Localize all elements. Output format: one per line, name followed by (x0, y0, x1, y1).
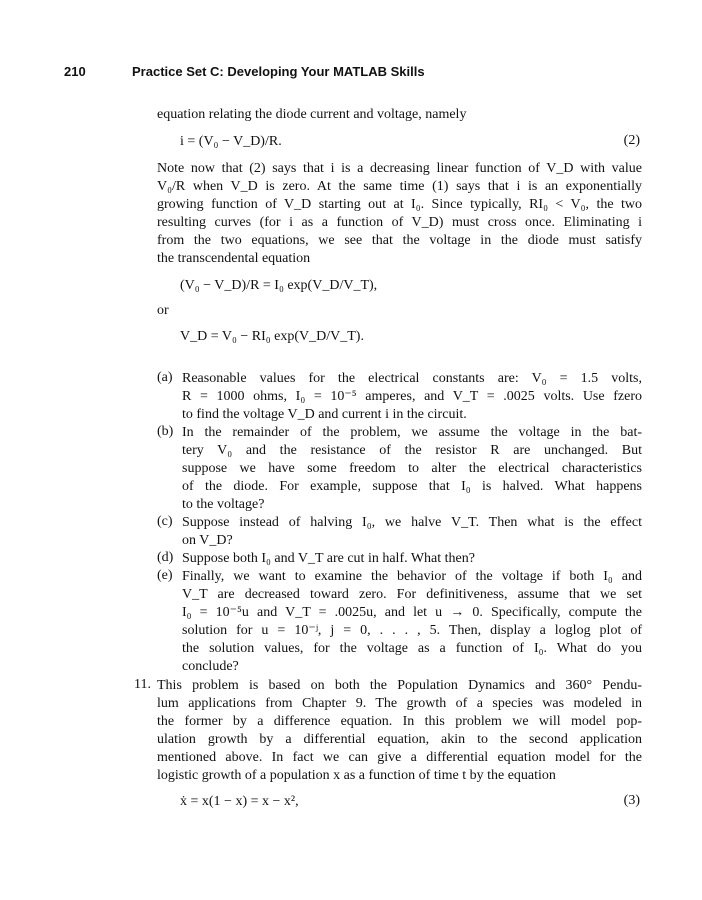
item-c-line: Suppose instead of halving I₀, we halve V_T. Then what is the effect (182, 515, 642, 530)
problem-11-line: the former by a difference equation. In this problem we will model pop- (157, 714, 642, 729)
item-d-line: Suppose both I₀ and V_T are cut in half. What then? (182, 551, 475, 566)
item-a-line: Reasonable values for the electrical constants are: V₀ = 1.5 volts, (182, 371, 642, 386)
problem-11-number: 11. (134, 677, 151, 692)
equation-3: ẋ = x(1 − x) = x − x², (180, 794, 299, 809)
item-label-c: (c) (157, 514, 173, 529)
page-number: 210 (64, 64, 86, 79)
problem-11-line: logistic growth of a population x as a function of time t by the equation (157, 768, 556, 783)
item-label-e: (e) (157, 568, 173, 583)
item-e-line: I₀ = 10⁻⁵u and V_T = .0025u, and let u → 0. Specifically, compute the (182, 605, 642, 620)
or-connector: or (157, 303, 169, 318)
equation-transcendental-b: V_D = V₀ − RI₀ exp(V_D/V_T). (180, 329, 364, 344)
para1-line: V₀/R when V_D is zero. At the same time (1) says that i is an exponentially (157, 179, 642, 194)
item-b-line: to the voltage? (182, 497, 265, 512)
item-e-line: conclude? (182, 659, 239, 674)
item-label-d: (d) (157, 550, 174, 565)
problem-11-line: mentioned above. In fact we can give a differential equation model for the (157, 750, 642, 765)
item-b-line: In the remainder of the problem, we assume the voltage in the bat- (182, 425, 642, 440)
item-b-line: suppose we have some freedom to alter the electrical characteristics (182, 461, 642, 476)
para1-line: resulting curves (for i as a function of V_D) must cross once. Eliminating i (157, 215, 642, 230)
item-c-line: on V_D? (182, 533, 233, 548)
problem-11-line: ulation growth by a differential equation, akin to the second application (157, 732, 642, 747)
para1-line: the transcendental equation (157, 251, 311, 266)
item-e-line: Finally, we want to examine the behavior of the voltage if both I₀ and (182, 569, 642, 584)
item-b-line: tery V₀ and the resistance of the resistor R are unchanged. But (182, 443, 642, 458)
equation-3-tag: (3) (623, 793, 640, 808)
para1-line: Note now that (2) says that i is a decreasing linear function of V_D with value (157, 161, 642, 176)
item-e-line: the solution values, for the voltage as a function of I₀. What do you (182, 641, 642, 656)
para1-line: growing function of V_D starting out at I₀. Since typically, RI₀ < V₀, the two (157, 197, 642, 212)
equation-transcendental-a: (V₀ − V_D)/R = I₀ exp(V_D/V_T), (180, 278, 378, 293)
item-label-a: (a) (157, 370, 173, 385)
running-header-title: Practice Set C: Developing Your MATLAB Skills (132, 64, 425, 79)
item-e-line: solution for u = 10⁻ʲ, j = 0, . . . , 5. Then, display a loglog plot of (182, 623, 642, 638)
intro-line: equation relating the diode current and voltage, namely (157, 107, 467, 122)
item-a-line: R = 1000 ohms, I₀ = 10⁻⁵ amperes, and V_T = .0025 volts. Use fzero (182, 389, 642, 404)
item-e-line: V_T are decreased toward zero. For definitiveness, assume that we set (182, 587, 642, 602)
item-label-b: (b) (157, 424, 174, 439)
problem-11-line: This problem is based on both the Population Dynamics and 360° Pendu- (157, 678, 642, 693)
item-a-line: to find the voltage V_D and current i in the circuit. (182, 407, 467, 422)
problem-11-line: lum applications from Chapter 9. The growth of a species was modeled in (157, 696, 642, 711)
item-b-line: of the diode. For example, suppose that I₀ is halved. What happens (182, 479, 642, 494)
equation-2: i = (V₀ − V_D)/R. (180, 134, 282, 149)
equation-2-tag: (2) (623, 133, 640, 148)
para1-line: from the two equations, we see that the voltage in the diode must satisfy (157, 233, 642, 248)
